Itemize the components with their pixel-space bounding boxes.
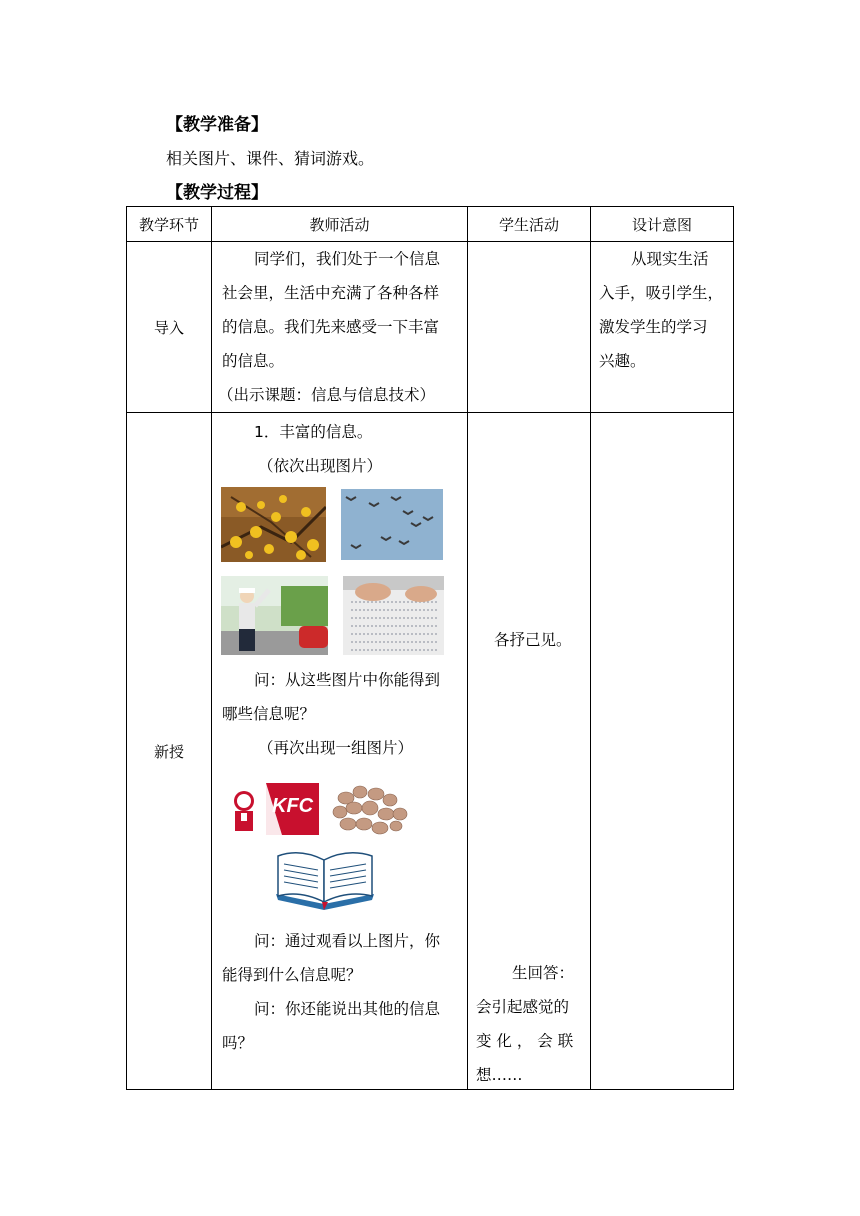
text-line: 的信息。 (222, 352, 285, 370)
student-activity-new (468, 413, 591, 1090)
process-heading: 【教学过程】 (166, 183, 268, 203)
handwriting-photo (343, 576, 444, 655)
food-photo (326, 778, 412, 840)
text-line: 兴趣。 (599, 352, 646, 370)
header-intent: 设计意图 (591, 207, 734, 242)
text-line: 问：通过观看以上图片，你 (254, 932, 441, 950)
text-line: 从现实生活 (631, 250, 709, 268)
teacher-activity-new (212, 413, 468, 1090)
table-row-intro (127, 242, 734, 413)
open-book-image (272, 846, 378, 910)
design-intent-intro (591, 242, 734, 413)
design-intent-new (591, 413, 734, 1090)
flowers-photo (221, 487, 326, 562)
teacher-activity-intro (212, 242, 468, 413)
text-line: 会引起感觉的 (476, 998, 570, 1016)
text-line: 的信息。我们先来感受一下丰富 (222, 318, 440, 336)
text-line: 社会里，生活中充满了各种各样 (222, 284, 440, 302)
stage-new: 新授 (127, 413, 212, 1090)
kfc-logo (222, 783, 319, 835)
text-line: 问：你还能说出其他的信息 (254, 1000, 441, 1018)
geese-photo (341, 489, 443, 560)
table-header-row (127, 207, 734, 242)
text-line: （再次出现一组图片） (258, 739, 414, 757)
text-line: 吗？ (222, 1034, 254, 1052)
header-teacher: 教师活动 (212, 207, 468, 242)
header-stage: 教学环节 (127, 207, 212, 242)
text-line: 同学们，我们处于一个信息 (254, 250, 441, 268)
text-line: 入手，吸引学生， (599, 284, 724, 302)
text-line: 各抒己见。 (494, 631, 572, 649)
text-line: 能得到什么信息呢？ (222, 966, 362, 984)
text-line: 激发学生的学习 (599, 318, 708, 336)
prep-heading: 【教学准备】 (166, 115, 268, 135)
text-line: （依次出现图片） (258, 457, 383, 475)
text-line: 想…… (476, 1066, 523, 1084)
text-line: 生回答： (512, 964, 575, 982)
stage-intro: 导入 (127, 242, 212, 413)
text-line: 哪些信息呢？ (222, 705, 316, 723)
prep-text: 相关图片、课件、猜词游戏。 (166, 149, 375, 168)
traffic-officer-photo (221, 576, 328, 655)
student-activity-intro (468, 242, 591, 413)
kfc-logo-text: KFC (272, 795, 314, 817)
table-row-new (127, 413, 734, 1090)
header-student: 学生活动 (468, 207, 591, 242)
text-line: （出示课题：信息与信息技术） (218, 386, 436, 404)
text-line: 变 化 ， 会 联 (476, 1032, 574, 1050)
lesson-table (126, 206, 734, 1090)
text-line: 1．丰富的信息。 (254, 423, 373, 441)
text-line: 问：从这些图片中你能得到 (254, 671, 441, 689)
